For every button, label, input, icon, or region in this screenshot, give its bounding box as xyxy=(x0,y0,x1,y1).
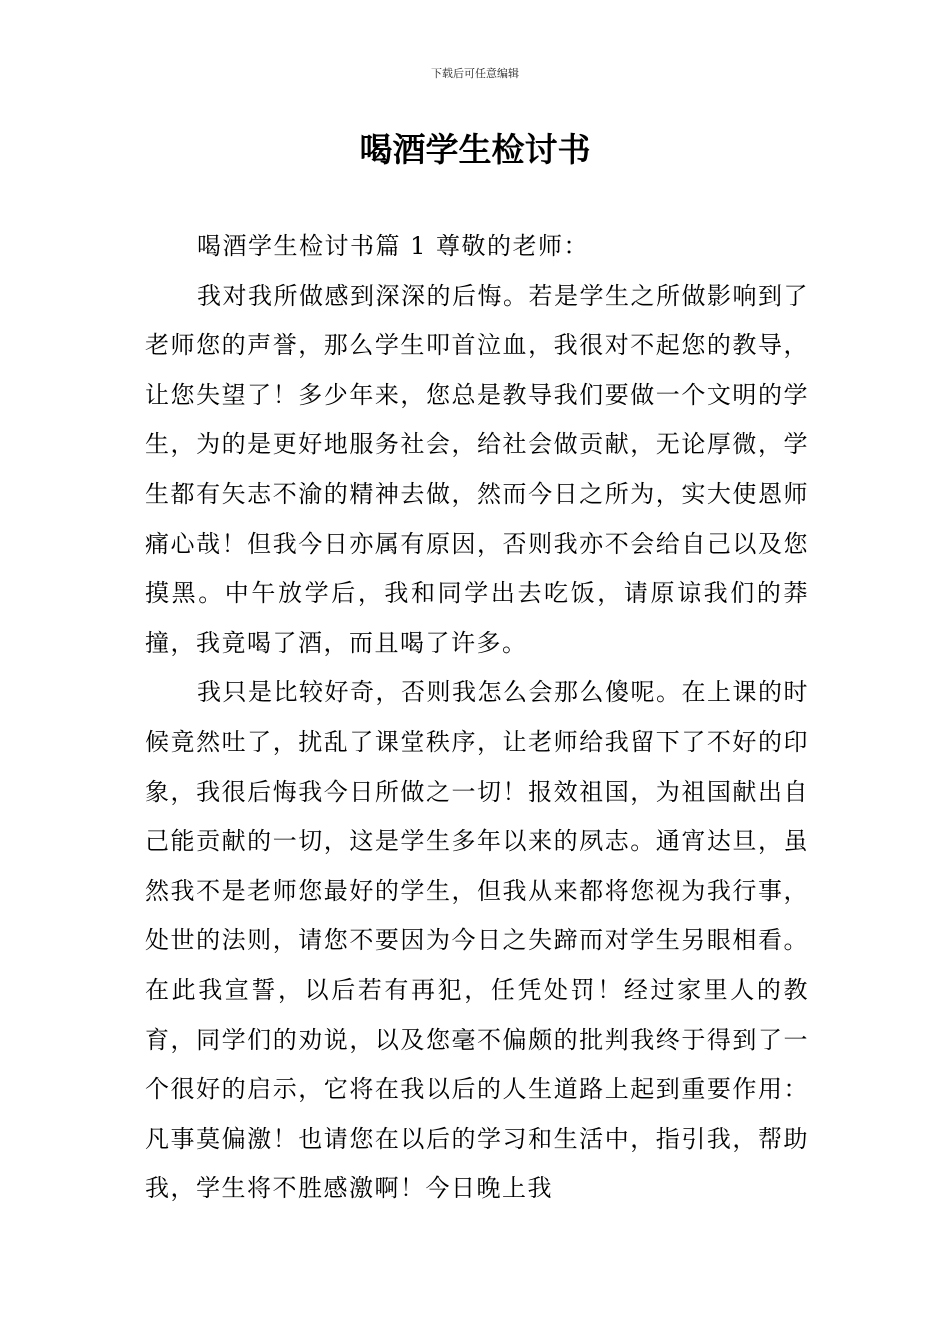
greeting-line: 喝酒学生检讨书篇 1 尊敬的老师： xyxy=(197,232,590,260)
document-title: 喝酒学生检讨书 xyxy=(359,130,591,169)
paragraph-1: 我对我所做感到深深的后悔。若是学生之所做影响到了老师您的声誉，那么学生叩首泣血，我很对不起您的教导，让您失望了！多少年来，您总是教导我们要做一个文明的学生，为的是更好地服务社会，给社会做贡献，无论厚微，学生都有矢志不渝的精神去做，然而今日之所为，实大使恩师痛心哉！但我今日亦属有原因，否则我亦不会给自己以及您摸黑。中午放学后，我和同学出去吃饭，请原谅我们的莽撞，我竟喝了酒，而且喝了许多。 xyxy=(145,281,809,657)
document-body xyxy=(145,222,809,1214)
header-note: 下载后可任意编辑 xyxy=(431,67,519,80)
paragraph-2: 我只是比较好奇，否则我怎么会那么傻呢。在上课的时候竟然吐了，扰乱了课堂秩序，让老师给我留下了不好的印象，我很后悔我今日所做之一切！报效祖国，为祖国献出自己能贡献的一切，这是学生多年以来的夙志。通宵达旦，虽然我不是老师您最好的学生，但我从来都将您视为我行事，处世的法则，请您不要因为今日之失蹄而对学生另眼相看。在此我宣誓，以后若有再犯，任凭处罚！经过家里人的教育，同学们的劝说，以及您毫不偏颇的批判我终于得到了一个很好的启示，它将在我以后的人生道路上起到重要作用：凡事莫偏激！也请您在以后的学习和生活中，指引我，帮助我，学生将不胜感激啊！今日晚上我 xyxy=(145,678,809,1203)
